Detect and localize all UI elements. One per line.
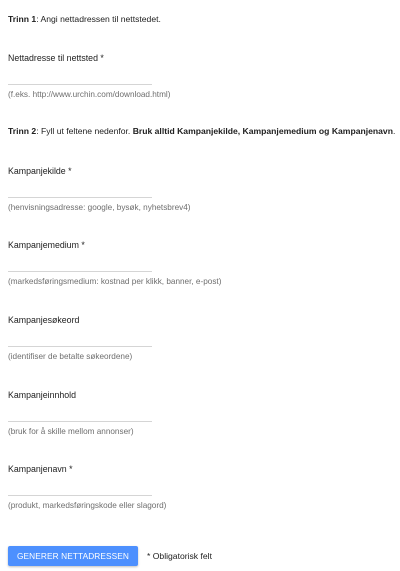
step2-label: Trinn 2: [8, 126, 37, 136]
campaign-source-label: Kampanjekilde *: [8, 166, 72, 176]
campaign-term-input[interactable]: [8, 332, 152, 347]
campaign-source-input[interactable]: [8, 183, 152, 198]
campaign-content-hint: (bruk for å skille mellom annonser): [8, 427, 134, 436]
generate-url-button[interactable]: GENERER NETTADRESSEN: [8, 546, 138, 566]
website-url-label: Nettadresse til nettsted *: [8, 53, 104, 63]
campaign-medium-input[interactable]: [8, 257, 152, 272]
website-url-input[interactable]: [8, 70, 152, 85]
campaign-content-label: Kampanjeinnhold: [8, 390, 76, 400]
campaign-term-hint: (identifiser de betalte søkeordene): [8, 352, 133, 361]
campaign-source-hint: (henvisningsadresse: google, bysøk, nyhetsbrev4): [8, 203, 191, 212]
campaign-name-label: Kampanjenavn *: [8, 464, 73, 474]
website-url-hint: (f.eks. http://www.urchin.com/download.html): [8, 90, 171, 99]
required-field-note: * Obligatorisk felt: [147, 551, 212, 561]
campaign-term-label: Kampanjesøkeord: [8, 315, 80, 325]
step2-instruction: [8, 125, 395, 137]
step1-label: Trinn 1: [8, 14, 37, 24]
campaign-medium-label: Kampanjemedium *: [8, 240, 85, 250]
campaign-name-input[interactable]: [8, 481, 152, 496]
campaign-content-input[interactable]: [8, 407, 152, 422]
campaign-medium-hint: (markedsføringsmedium: kostnad per klikk, banner, e-post): [8, 277, 222, 286]
step2-emphasis: Bruk alltid Kampanjekilde, Kampanjemedium og Kampanjenavn: [132, 126, 393, 136]
step1-text: : Angi nettadressen til nettstedet.: [36, 14, 161, 24]
step1-instruction: [8, 13, 161, 25]
campaign-name-hint: (produkt, markedsføringskode eller slagord): [8, 501, 167, 510]
step2-end: .: [392, 126, 396, 136]
step2-text: : Fyll ut feltene nedenfor.: [36, 126, 133, 136]
